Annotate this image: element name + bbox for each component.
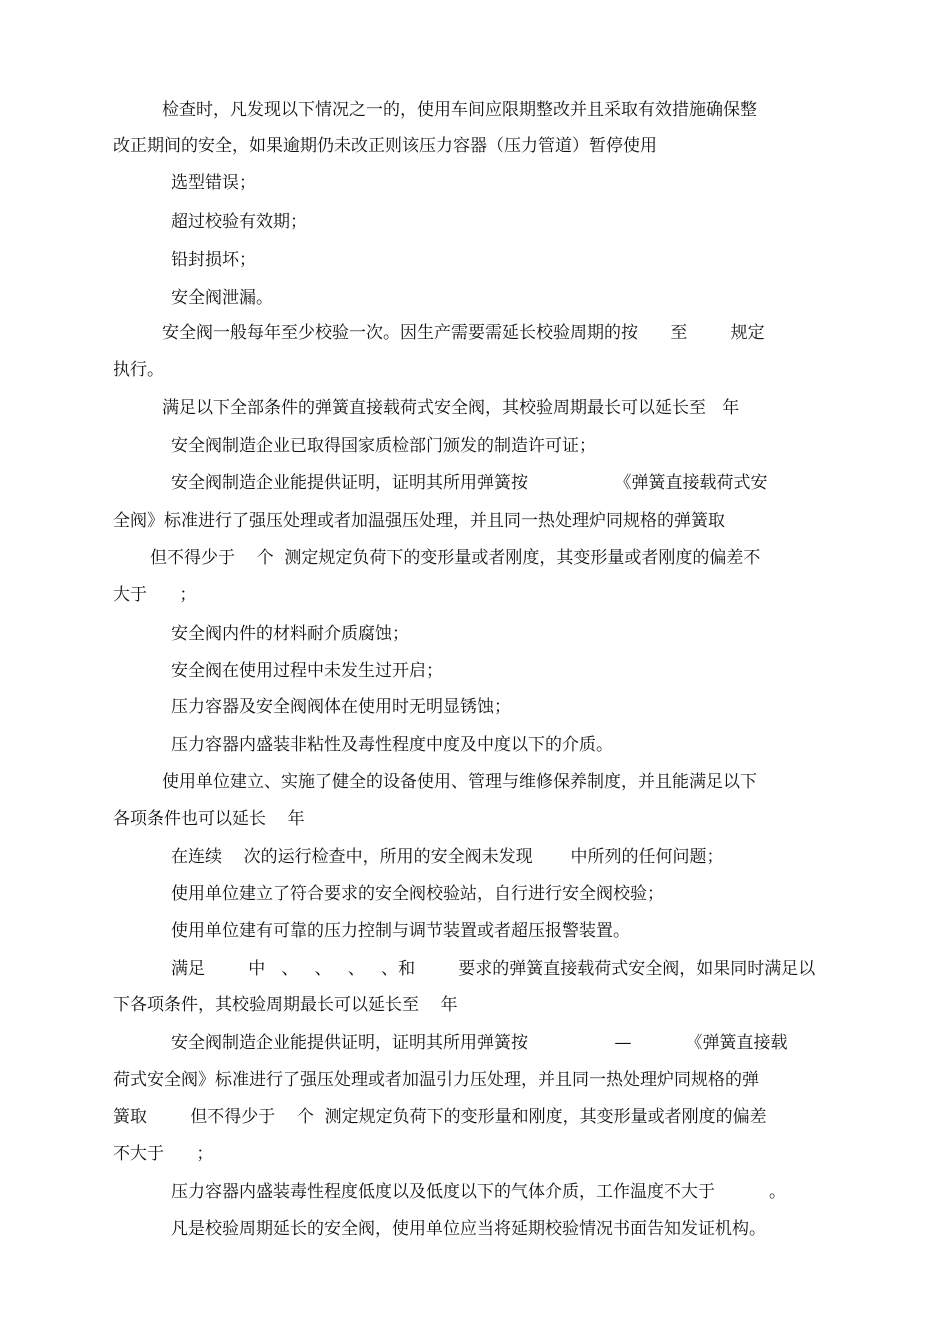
text-line: 下各项条件，其校验周期最长可以延长至 年 <box>113 995 458 1015</box>
text-line: 不大于 ； <box>113 1144 214 1164</box>
text-line: 大于 ； <box>113 585 197 605</box>
text-line: 但不得少于 个 测定规定负荷下的变形量或者刚度，其变形量或者刚度的偏差不 <box>150 548 761 568</box>
text-line: 改正期间的安全，如果逾期仍未改正则该压力容器（压力管道）暂停使用 <box>113 136 657 156</box>
list-item: 压力容器及安全阀阀体在使用时无明显锈蚀； <box>171 697 511 717</box>
text-line: 安全阀一般每年至少校验一次。因生产需要需延长校验周期的按 至 规定 <box>162 323 765 343</box>
text-line: 执行。 <box>113 360 164 380</box>
text-line: 全阀》标准进行了强压处理或者加温强压处理，并且同一热处理炉同规格的弹簧取 <box>113 511 725 531</box>
list-item: 铅封损坏； <box>171 250 256 270</box>
text-line: 簧取 但不得少于 个 测定规定负荷下的变形量和刚度，其变形量或者刚度的偏差 <box>113 1107 767 1127</box>
text-line: 满足以下全部条件的弹簧直接载荷式安全阀，其校验周期最长可以延长至 年 <box>162 398 740 418</box>
text-line: 满足 中 、 、 、 、和 要求的弹簧直接载荷式安全阀，如果同时满足以 <box>171 959 816 979</box>
list-item: 安全阀制造企业能提供证明，证明其所用弹簧按 《弹簧直接载荷式安 <box>171 473 768 493</box>
text-line: 凡是校验周期延长的安全阀，使用单位应当将延期校验情况书面告知发证机构。 <box>171 1219 766 1239</box>
list-item: 安全阀泄漏。 <box>171 288 273 308</box>
text-line: 荷式安全阀》标准进行了强压处理或者加温引力压处理，并且同一热处理炉同规格的弹 <box>113 1070 759 1090</box>
list-item: 压力容器内盛装非粘性及毒性程度中度及中度以下的介质。 <box>171 735 613 755</box>
list-item: 安全阀内件的材料耐介质腐蚀； <box>171 624 409 644</box>
list-item: 超过校验有效期； <box>171 212 307 232</box>
list-item: 在连续 次的运行检查中，所用的安全阀未发现 中所列的任何问题； <box>171 847 724 867</box>
list-item: 安全阀制造企业已取得国家质检部门颁发的制造许可证； <box>171 436 596 456</box>
list-item: 压力容器内盛装毒性程度低度以及低度以下的气体介质，工作温度不大于 。 <box>171 1182 787 1202</box>
list-item: 使用单位建立了符合要求的安全阀校验站，自行进行安全阀校验； <box>171 884 664 904</box>
list-item: 安全阀制造企业能提供证明，证明其所用弹簧按 — 《弹簧直接载 <box>171 1033 788 1053</box>
text-line: 使用单位建立、实施了健全的设备使用、管理与维修保养制度，并且能满足以下 <box>162 772 757 792</box>
list-item: 使用单位建有可靠的压力控制与调节装置或者超压报警装置。 <box>171 921 630 941</box>
list-item: 选型错误； <box>171 173 256 193</box>
text-line: 各项条件也可以延长 年 <box>113 809 305 829</box>
list-item: 安全阀在使用过程中未发生过开启； <box>171 661 443 681</box>
text-line: 检查时，凡发现以下情况之一的，使用车间应限期整改并且采取有效措施确保整 <box>162 100 757 120</box>
